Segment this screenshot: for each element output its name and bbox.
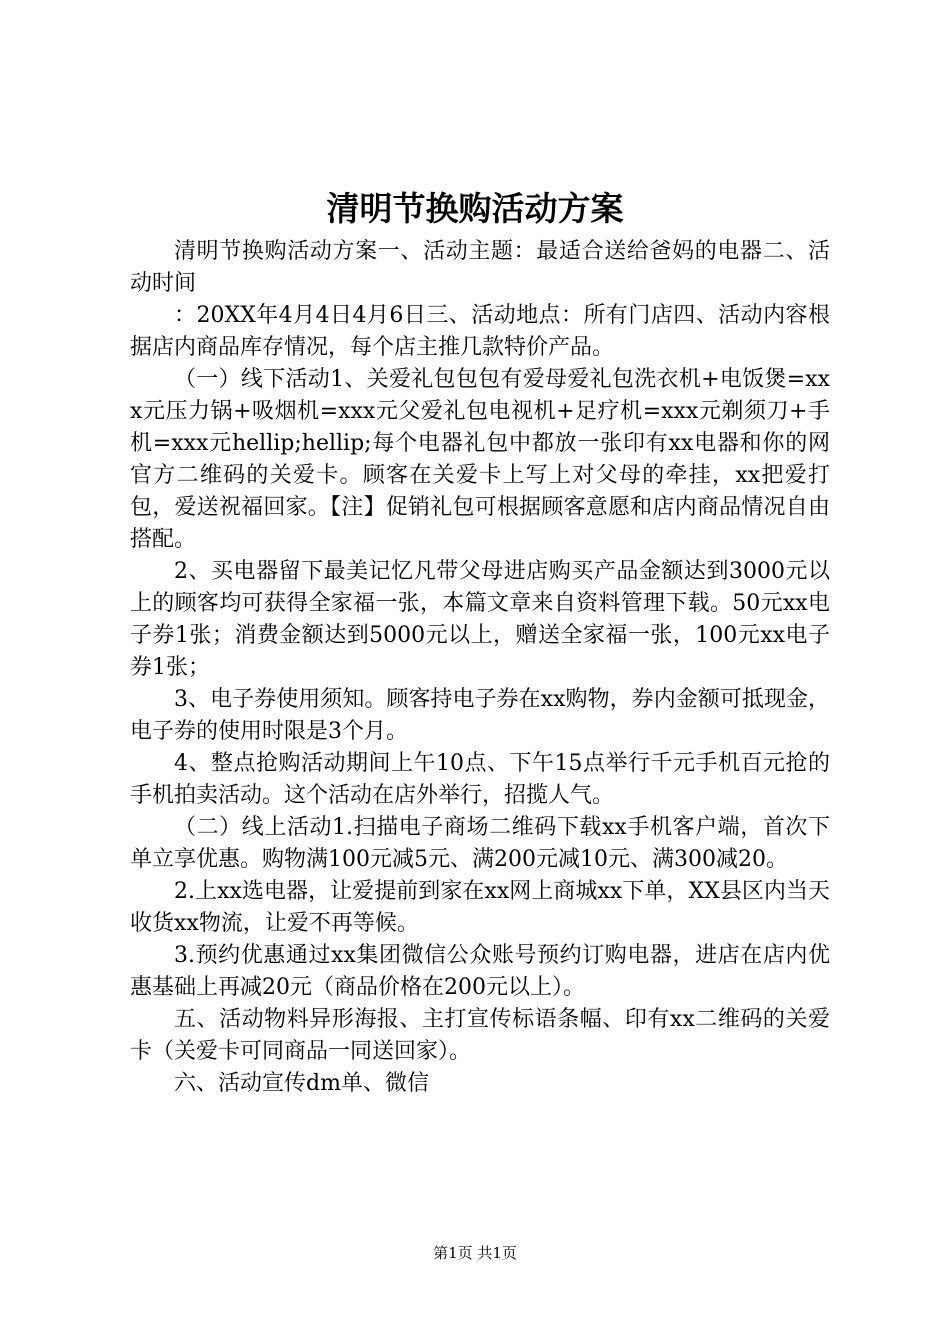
paragraph-offline-1: （一）线下活动1、关爱礼包包包有爱母爱礼包洗衣机+电饭煲=xxx元压力锅+吸烟机=xxx元父爱礼包电视机+足疗机=xxx元剃须刀+手机=xxx元hellip;hellip;每个电器礼包中都放一张印有xx电器和你的网官方二维码的关爱卡。顾客在关爱卡上写上对父母的牵挂，xx把爱打包，爱送祝福回家。【注】促销礼包可根据顾客意愿和店内商品情况自由搭配。: [130, 367, 830, 552]
paragraph-online-2: 2.上xx选电器，让爱提前到家在xx网上商城xx下单，XX县区内当天收货xx物流，让爱不再等候。: [130, 879, 830, 936]
paragraph-time-location: ：20XX年4月4日4月6日三、活动地点：所有门店四、活动内容根据店内商品库存情况，每个店主推几款特价产品。: [130, 303, 830, 360]
paragraph-online-1: （二）线上活动1.扫描电子商场二维码下载xx手机客户端，首次下单立享优惠。购物满100元减5元、满200元减10元、满300减20。: [130, 815, 830, 872]
paragraph-intro: 清明节换购活动方案一、活动主题：最适合送给爸妈的电器二、活动时间: [130, 239, 830, 296]
document-title: 清明节换购活动方案: [326, 189, 624, 228]
page-footer: 第1页 共1页: [433, 1244, 517, 1262]
paragraph-promotion: 六、活动宣传dm单、微信: [174, 1071, 429, 1096]
paragraph-offline-2: 2、买电器留下最美记忆凡带父母进店购买产品金额达到3000元以上的顾客均可获得全家福一张，本篇文章来自资料管理下载。50元xx电子券1张；消费金额达到5000元以上，赠送全家福一张，100元xx电子券1张；: [130, 559, 830, 680]
paragraph-offline-3: 3、电子券使用须知。顾客持电子券在xx购物，券内金额可抵现金，电子券的使用时限是3个月。: [130, 687, 830, 744]
document-body: [130, 236, 830, 1100]
paragraph-offline-4: 4、整点抢购活动期间上午10点、下午15点举行千元手机百元抢的手机拍卖活动。这个活动在店外举行，招揽人气。: [130, 751, 830, 808]
paragraph-online-3: 3.预约优惠通过xx集团微信公众账号预约订购电器，进店在店内优惠基础上再减20元（商品价格在200元以上）。: [130, 943, 830, 1000]
paragraph-materials: 五、活动物料异形海报、主打宣传标语条幅、印有xx二维码的关爱卡（关爱卡可同商品一同送回家）。: [130, 1007, 830, 1064]
